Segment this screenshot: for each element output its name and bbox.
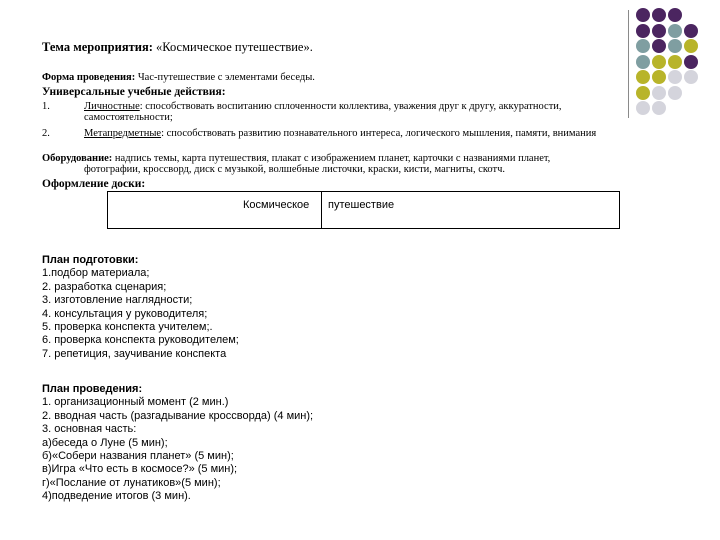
decorative-dot	[636, 55, 650, 69]
decorative-dot	[684, 55, 698, 69]
list-item: 3. изготовление наглядности;	[42, 294, 193, 307]
decorative-dot	[684, 39, 698, 53]
list-item: 6. проверка конспекта руководителем;	[42, 334, 239, 347]
decorative-dot	[636, 24, 650, 38]
learning-actions-heading: Универсальные учебные действия:	[42, 86, 226, 98]
list-item: 2. вводная часть (разгадывание кроссворда) (4 мин);	[42, 409, 314, 422]
decorative-dot	[668, 8, 682, 22]
decorative-dot	[668, 55, 682, 69]
learning-action-item	[42, 128, 632, 152]
list-item: 7. репетиция, заучивание конспекта	[42, 347, 227, 360]
board-word-1: Космическое	[243, 199, 310, 211]
board-heading: Оформление доски:	[42, 178, 146, 190]
decorative-dot	[668, 39, 682, 53]
decorative-dot	[652, 86, 666, 100]
decorative-dot	[636, 8, 650, 22]
event-topic	[42, 40, 313, 55]
decorative-dot	[668, 70, 682, 84]
decorative-dot	[636, 39, 650, 53]
list-item: 4. консультация у руководителя;	[42, 307, 208, 320]
list-item: 1. организационный момент (2 мин.)	[42, 396, 229, 409]
board-box	[107, 191, 620, 229]
decorative-dot	[668, 86, 682, 100]
item-text: : способствовать развитию познавательного интереса, логического мышления, памяти, внимания	[161, 128, 597, 139]
decorative-dot	[652, 8, 666, 22]
item-number: 2.	[42, 128, 50, 139]
event-form-label: Форма проведения:	[42, 72, 136, 83]
item-number: 1.	[42, 101, 50, 112]
decorative-dot	[668, 24, 682, 38]
list-item: г)«Послание от лунатиков»(5 мин);	[42, 476, 221, 489]
list-item: 2. разработка сценария;	[42, 280, 167, 293]
learning-action-item	[42, 101, 632, 125]
decorative-dot	[684, 70, 698, 84]
equipment-line2: фотографии, кроссворд, диск с музыкой, волшебные листочки, краски, кисти, магниты, скотч.	[84, 164, 506, 175]
decorative-dot	[652, 39, 666, 53]
prep-plan	[42, 254, 239, 361]
decorative-dot	[652, 55, 666, 69]
decorative-dot	[652, 24, 666, 38]
decorative-dot	[652, 70, 666, 84]
event-topic-value: «Космическое путешествие».	[156, 40, 313, 54]
list-item: 1.подбор материала;	[42, 267, 150, 280]
decorative-dot	[652, 101, 666, 115]
item-term: Личностные	[84, 101, 140, 112]
list-item: 5. проверка конспекта учителем;.	[42, 321, 213, 334]
decorative-dot	[636, 70, 650, 84]
item-text: : способствовать воспитанию сплоченности коллектива, уважения друг к другу, аккуратности, самостоятельности;	[84, 101, 562, 123]
list-item: б)«Собери названия планет» (5 мин);	[42, 450, 234, 463]
decorative-dot	[684, 24, 698, 38]
board-divider	[321, 192, 322, 228]
list-item: 4)подведение итогов (3 мин).	[42, 490, 191, 503]
equipment-label: Оборудование:	[42, 153, 113, 164]
list-item: 3. основная часть:	[42, 423, 137, 436]
decorative-dots	[636, 8, 720, 118]
item-term: Метапредметные	[84, 128, 162, 139]
equipment	[42, 153, 632, 175]
board-word-2: путешествие	[328, 199, 395, 211]
prep-plan-heading: План подготовки:	[42, 254, 139, 266]
event-topic-label: Тема мероприятия:	[42, 40, 153, 54]
run-plan	[42, 383, 313, 504]
decorative-dot	[636, 86, 650, 100]
event-form	[42, 72, 315, 83]
equipment-line1: надпись темы, карта путешествия, плакат с изображением планет, карточки с названиями планет,	[112, 153, 551, 164]
list-item: а)беседа о Луне (5 мин);	[42, 436, 168, 449]
list-item: в)Игра «Что есть в космосе?» (5 мин);	[42, 463, 238, 476]
decorative-dot	[636, 101, 650, 115]
run-plan-heading: План проведения:	[42, 383, 143, 395]
event-form-value: Час-путешествие с элементами беседы.	[137, 72, 315, 83]
